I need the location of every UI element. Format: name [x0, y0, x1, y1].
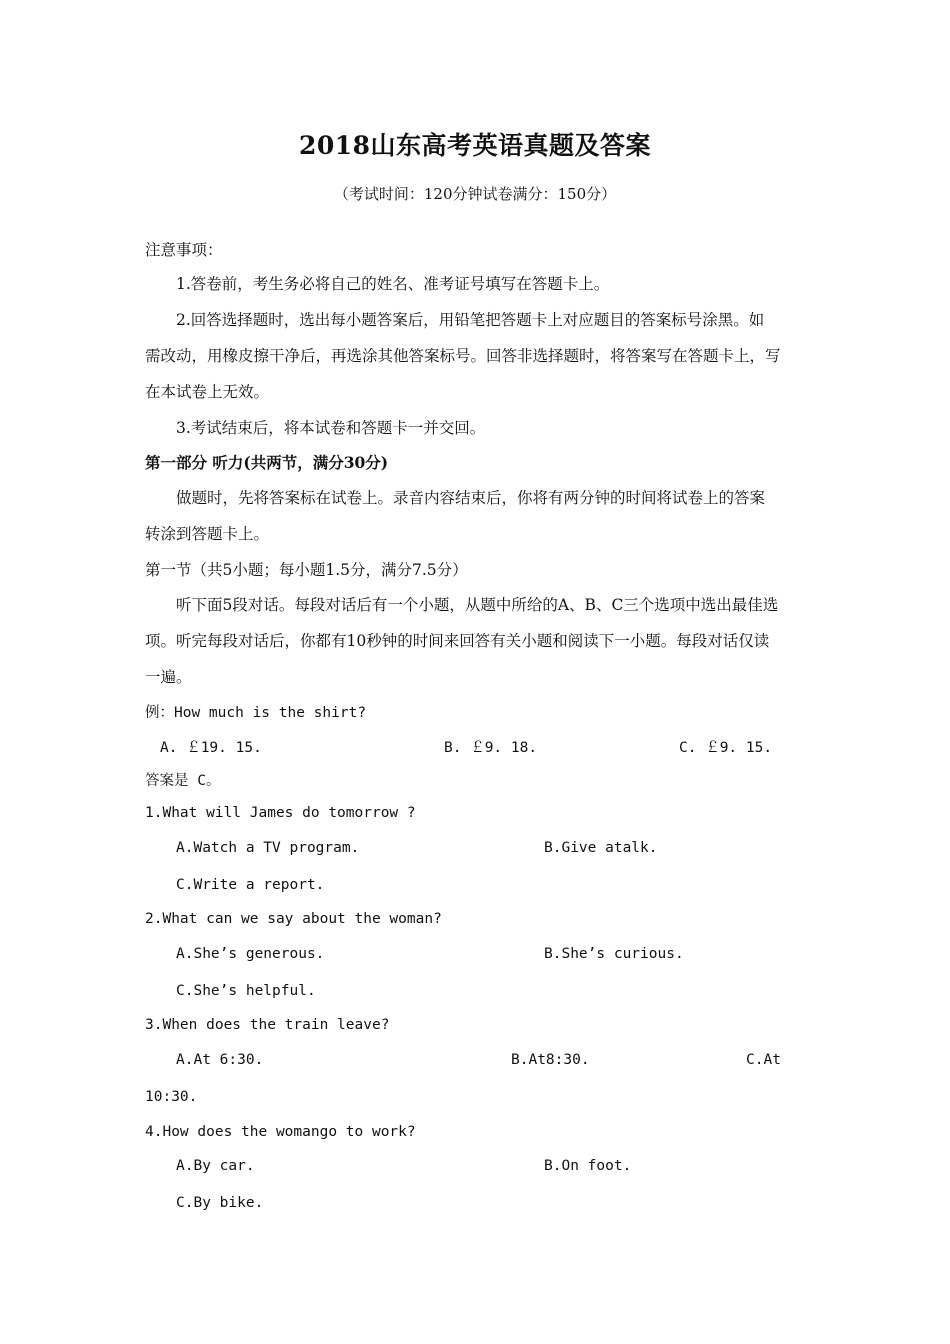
question-1: 1.What will James do tomorrow ? — [145, 805, 416, 821]
example-option-a: A. ￡19. 15. — [160, 740, 262, 756]
question-3: 3.When does the train leave? — [145, 1017, 390, 1033]
notice-item-3: 3.考试结束后，将本试卷和答题卡一并交回。 — [176, 419, 486, 437]
example-question: 例：How much is the shirt? — [145, 705, 367, 721]
question-4-option-a: A.By car. — [176, 1158, 255, 1174]
part1-intro-line-1: 做题时，先将答案标在试卷上。录音内容结束后，你将有两分钟的时间将试卷上的答案 — [176, 489, 766, 507]
question-4: 4.How does the womango to work? — [145, 1124, 416, 1140]
notice-item-1: 1.答卷前，考生务必将自己的姓名、准考证号填写在答题卡上。 — [176, 275, 610, 293]
example-option-b: B. ￡9. 18. — [444, 740, 538, 756]
page-title: 2018山东高考英语真题及答案 — [298, 131, 652, 160]
question-3-option-a: A.At 6:30. — [176, 1052, 264, 1068]
question-4-option-b: B.On foot. — [544, 1158, 632, 1174]
question-2-option-c: C.She’s helpful. — [176, 983, 316, 999]
notice-item-2-line-2: 需改动，用橡皮擦干净后，再选涂其他答案标号。回答非选择题时，将答案写在答题卡上，写 — [145, 347, 781, 365]
question-1-option-b: B.Give atalk. — [544, 840, 658, 856]
section1-instructions-line-3: 一遍。 — [145, 668, 192, 686]
notice-item-2-line-3: 在本试卷上无效。 — [145, 383, 270, 401]
question-1-option-a: A.Watch a TV program. — [176, 840, 360, 856]
exam-info: （考试时间：120分钟试卷满分：150分） — [333, 185, 617, 203]
example-option-c: C. ￡9. 15. — [679, 740, 773, 756]
question-1-option-c: C.Write a report. — [176, 877, 325, 893]
example-answer: 答案是 C。 — [145, 773, 221, 789]
section1-instructions-line-2: 项。听完每段对话后，你都有10秒钟的时间来回答有关小题和阅读下一小题。每段对话仅读 — [145, 632, 770, 650]
part1-intro-line-2: 转涂到答题卡上。 — [145, 525, 270, 543]
section1-heading: 第一节（共5小题；每小题1.5分，满分7.5分） — [145, 561, 468, 579]
notice-heading: 注意事项： — [145, 241, 223, 259]
question-3-option-b: B.At8:30. — [511, 1052, 590, 1068]
question-2-option-a: A.She’s generous. — [176, 946, 325, 962]
notice-item-2-line-1: 2.回答选择题时，选出每小题答案后，用铅笔把答题卡上对应题目的答案标号涂黑。如 — [176, 311, 765, 329]
question-3-option-c-continued: 10:30. — [145, 1089, 198, 1105]
question-2: 2.What can we say about the woman? — [145, 911, 442, 927]
section1-instructions-line-1: 听下面5段对话。每段对话后有一个小题，从题中所给的A、B、C三个选项中选出最佳选 — [176, 596, 779, 614]
question-4-option-c: C.By bike. — [176, 1195, 264, 1211]
question-3-option-c: C.At — [746, 1052, 781, 1068]
question-2-option-b: B.She’s curious. — [544, 946, 684, 962]
part1-heading: 第一部分 听力(共两节，满分30分) — [145, 453, 389, 472]
